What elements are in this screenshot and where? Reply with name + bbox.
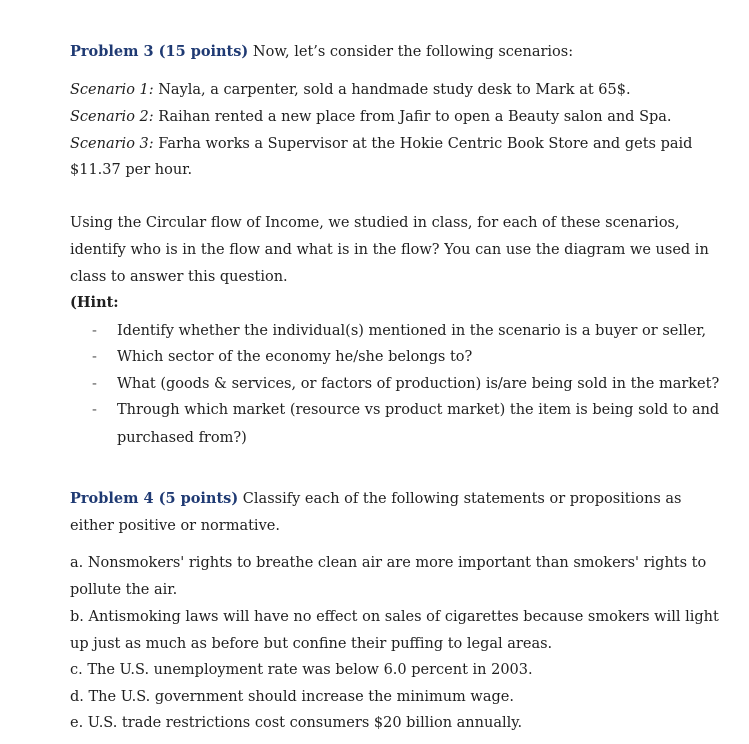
problem3-title: Problem 3 (15 points) bbox=[70, 43, 249, 60]
statement-line: pollute the air. bbox=[70, 582, 178, 598]
bullet-dash-icon: - bbox=[92, 402, 97, 418]
statement-line: b. Antismoking laws will have no effect on sales of cigarettes because smokers will light bbox=[70, 609, 719, 625]
bullet-dash-icon: - bbox=[92, 349, 97, 365]
problem4-intro-continued: either positive or normative. bbox=[70, 518, 280, 534]
hint-text: Identify whether the individual(s) mentioned in the scenario is a buyer or seller, bbox=[117, 323, 707, 339]
statement-line: a. Nonsmokers' rights to breathe clean air are more important than smokers' rights to bbox=[70, 555, 707, 571]
question-line: class to answer this question. bbox=[70, 269, 288, 285]
scenario-2-text: Raihan rented a new place from Jafir to open a Beauty salon and Spa. bbox=[153, 109, 672, 125]
problem4-heading bbox=[70, 489, 681, 509]
problem3-intro: Now, let’s consider the following scenarios: bbox=[248, 44, 574, 60]
statement-line: up just as much as before but confine their puffing to legal areas. bbox=[70, 636, 553, 652]
scenario-1 bbox=[70, 80, 631, 100]
hint-label: (Hint: bbox=[70, 294, 119, 311]
scenario-3-text: Farha works a Supervisor at the Hokie Centric Book Store and gets paid bbox=[153, 136, 693, 152]
problem4-intro: Classify each of the following statements or propositions as bbox=[238, 491, 682, 507]
hint-text: Through which market (resource vs product market) the item is being sold to and bbox=[117, 402, 720, 418]
bullet-dash-icon: - bbox=[92, 323, 97, 339]
scenario-3-continued: $11.37 per hour. bbox=[70, 162, 193, 178]
statement-line: c. The U.S. unemployment rate was below 6.0 percent in 2003. bbox=[70, 662, 533, 678]
question-line: Using the Circular flow of Income, we studied in class, for each of these scenarios, bbox=[70, 215, 680, 231]
bullet-dash-icon: - bbox=[92, 376, 97, 392]
question-line: identify who is in the flow and what is in the flow? You can use the diagram we used in bbox=[70, 242, 709, 258]
scenario-2 bbox=[70, 107, 672, 127]
hint-text: purchased from?) bbox=[117, 430, 247, 446]
scenario-3-label: Scenario 3: bbox=[70, 136, 154, 152]
scenario-1-label: Scenario 1: bbox=[70, 82, 154, 98]
problem4-title: Problem 4 (5 points) bbox=[70, 490, 239, 507]
scenario-1-text: Nayla, a carpenter, sold a handmade study desk to Mark at 65$. bbox=[153, 82, 631, 98]
statement-line: e. U.S. trade restrictions cost consumers $20 billion annually. bbox=[70, 715, 523, 731]
hint-text: Which sector of the economy he/she belongs to? bbox=[117, 349, 473, 365]
scenario-3 bbox=[70, 134, 692, 154]
problem3-heading bbox=[70, 42, 573, 62]
hint-text: What (goods & services, or factors of production) is/are being sold in the market? bbox=[117, 376, 720, 392]
statement-line: d. The U.S. government should increase the minimum wage. bbox=[70, 689, 514, 705]
scenario-2-label: Scenario 2: bbox=[70, 109, 154, 125]
